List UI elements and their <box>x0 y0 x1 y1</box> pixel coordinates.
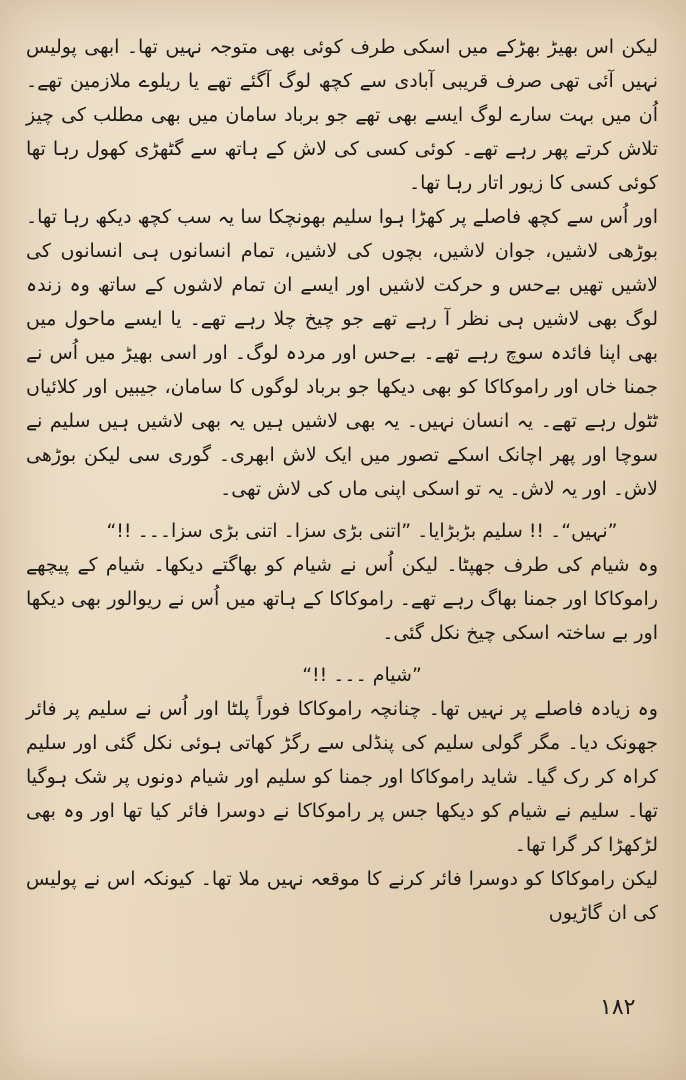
paragraph-4: وہ شیام کی طرف جھپٹا۔ لیکن اُس نے شیام کو بھاگتے دیکھا۔ شیام کے پیچھے راموکاکا اور جمنا بھاگ رہے تھے۔ راموکاکا کے ہاتھ میں اُس نے ریوالور بھی دیکھا اور بے ساختہ اسکی چیخ نکل گئی۔ <box>26 554 658 644</box>
paragraph-6: وہ زیادہ فاصلے پر نہیں تھا۔ چنانچہ راموکاکا فوراً پلٹا اور اُس نے سلیم پر فائر جھونک دیا۔ مگر گولی سلیم کی پنڈلی سے رگڑ کھاتی ہوئی نکل گئی اور سلیم کراہ کر رک گیا۔ شاید راموکاکا اور جمنا کو سلیم اور شیام دونوں پر شک ہوگیا تھا۔ سلیم نے شیام کو دیکھا جس پر راموکاکا نے دوسرا فائر کیا تھا اور وہ بھی لڑکھڑا کر گرا تھا۔ <box>26 698 658 856</box>
page-number: ۱۸۲ <box>600 995 636 1020</box>
page-text <box>26 30 658 930</box>
paragraph-5: ”شیام ۔۔۔ !!“ <box>302 664 422 686</box>
paragraph-7: لیکن راموکاکا کو دوسرا فائر کرنے کا موقعہ نہیں ملا تھا۔ کیونکہ اس نے پولیس کی ان گاڑیوں <box>26 868 658 924</box>
paragraph-1: لیکن اس بھیڑ بھڑکے میں اسکی طرف کوئی بھی متوجہ نہیں تھا۔ ابھی پولیس نہیں آئی تھی صرف قریبی آبادی سے کچھ لوگ آگئے تھے یا ریلوے ملازمین تھے۔ اُن میں بہت سارے لوگ ایسے بھی تھے جو برباد سامان میں بھی مطلب کی چیز تلاش کرتے پھر رہے تھے۔ کوئی کسی کی لاش کے ہاتھ سے گٹھڑی کھول رہا تھا کوئی کسی کا زیور اتار رہا تھا۔ <box>26 36 658 194</box>
paragraph-3: ”نہیں“۔ !! سلیم بڑبڑایا۔ ”اتنی بڑی سزا۔ اتنی بڑی سزا۔۔۔ !!“ <box>106 520 618 542</box>
paragraph-2: اور اُس سے کچھ فاصلے پر کھڑا ہوا سلیم بھونچکا سا یہ سب کچھ دیکھ رہا تھا۔ بوڑھی لاشیں، جوان لاشیں، بچوں کی لاشیں، تمام انسانوں ہی انسانوں کی لاشیں تھیں بےحس و حرکت لاشیں اور ایسے ان تمام لاشوں کے ساتھ وہ زندہ لوگ بھی لاشیں ہی نظر آ رہے تھے جو چیخ چلا رہے تھے۔ یا ایسے ماحول میں بھی اپنا فائدہ سوچ رہے تھے۔ بےحس اور مردہ لوگ۔ اور اسی بھیڑ میں اُس نے جمنا خاں اور راموکاکا کو بھی دیکھا جو برباد لوگوں کا سامان، جیبیں اور کلائیاں ٹٹول رہے تھے۔ یہ انسان نہیں۔ یہ بھی لاشیں ہیں یہ بھی لاشیں ہیں سلیم نے سوچا اور پھر اچانک اسکے تصور میں ایک لاش ابھری۔ گوری سی لیکن بوڑھی لاش۔ اور یہ لاش۔ یہ تو اسکی اپنی ماں کی لاش تھی۔ <box>26 206 658 500</box>
